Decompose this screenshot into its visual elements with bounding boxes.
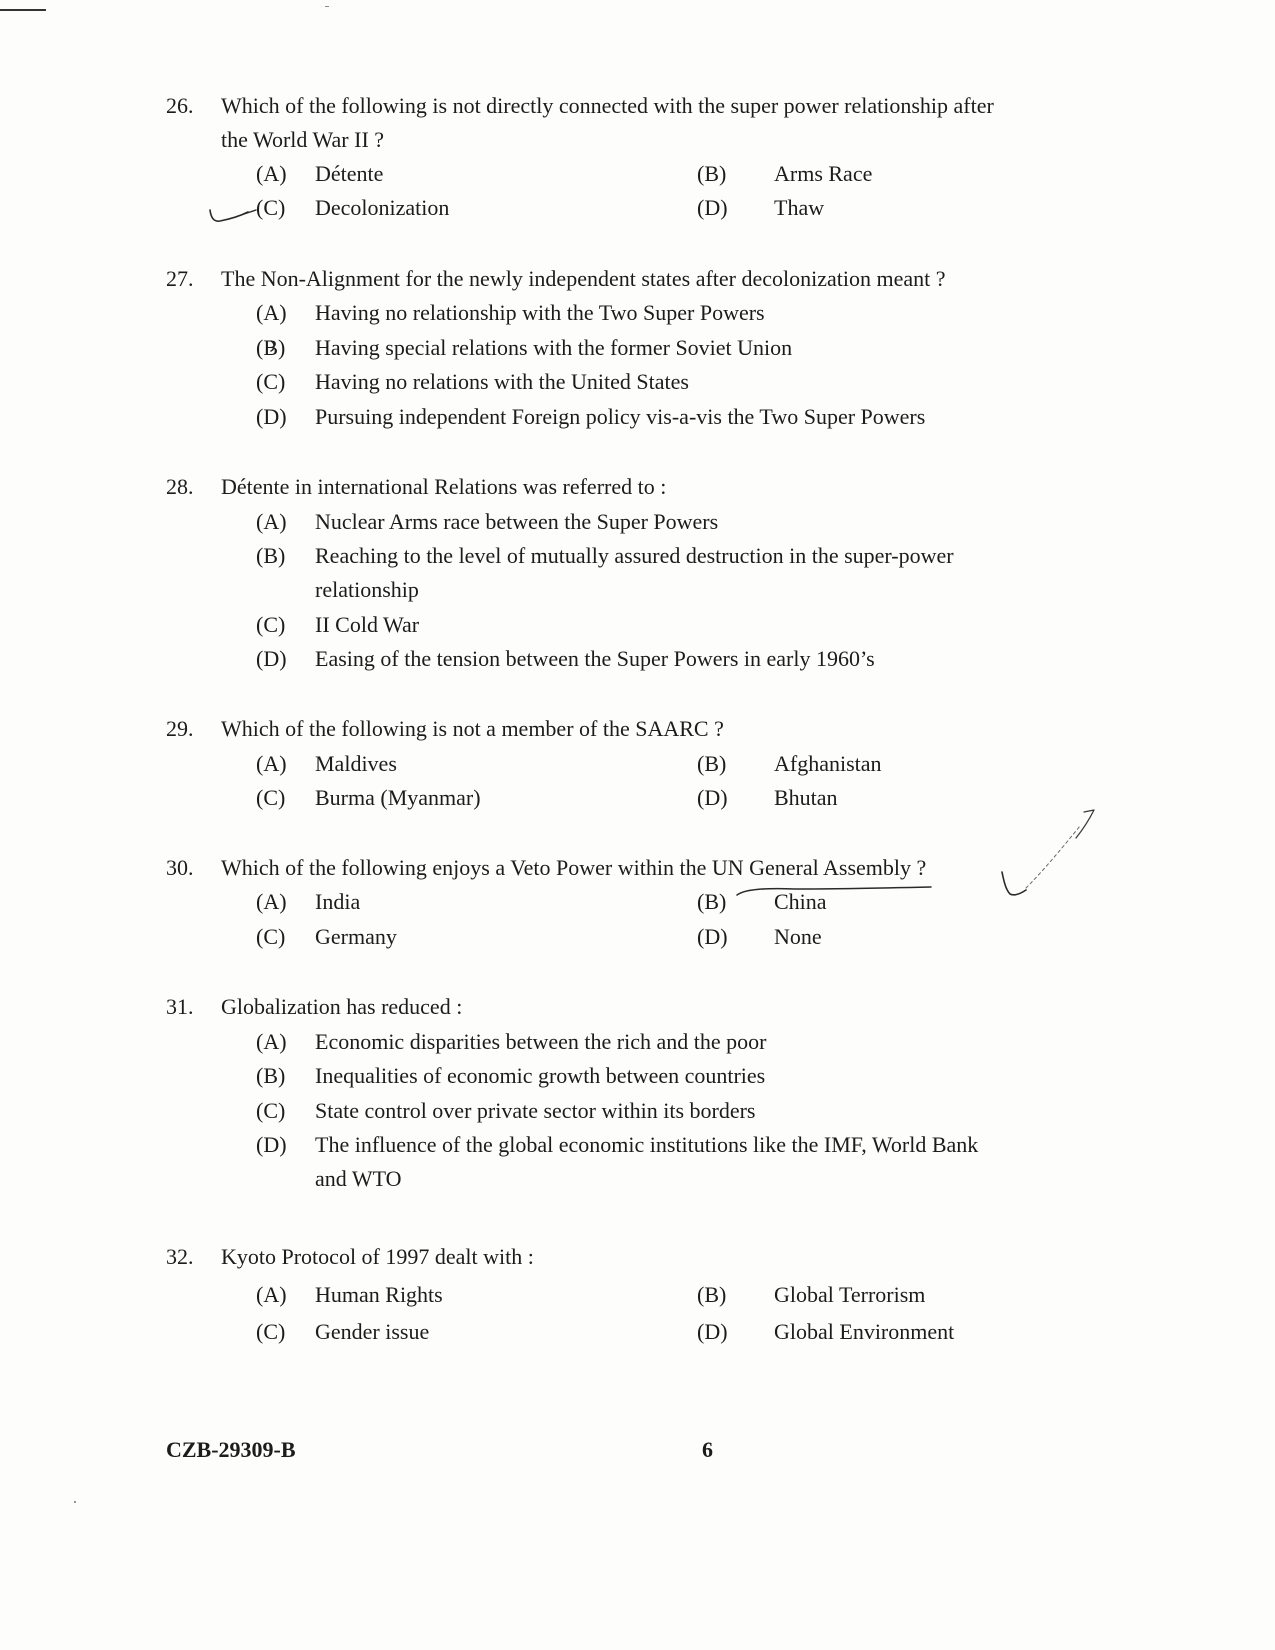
- option-text: None: [774, 924, 822, 949]
- option-letter: (D): [697, 1319, 728, 1344]
- option-letter: (C): [256, 369, 286, 394]
- option-letter: (D): [256, 646, 287, 671]
- option-letter: (A): [256, 300, 287, 325]
- option-letter: (D): [697, 195, 728, 220]
- option-letter: (A): [256, 751, 287, 776]
- question-number: 31.: [166, 994, 194, 1019]
- option-letter: (B): [256, 1063, 286, 1088]
- option-text: Burma (Myanmar): [315, 785, 481, 810]
- option-text: Germany: [315, 924, 397, 949]
- pen-mark-question-27: [253, 335, 283, 365]
- question-text: The Non-Alignment for the newly independent states after decolonization meant ?: [221, 266, 946, 291]
- option-text: II Cold War: [315, 612, 420, 637]
- option-text: State control over private sector within its borders: [315, 1098, 756, 1123]
- paper-code: CZB-29309-B: [166, 1437, 296, 1462]
- question-number: 30.: [166, 855, 194, 880]
- question-text: Which of the following enjoys a Veto Power within the UN General Assembly ?: [221, 855, 927, 880]
- option-text: Global Environment: [774, 1319, 955, 1344]
- option-letter: (B): [697, 1282, 727, 1307]
- option-text: Having no relationship with the Two Super Powers: [315, 300, 765, 325]
- question-text: Kyoto Protocol of 1997 dealt with :: [221, 1244, 534, 1269]
- option-text: The influence of the global economic institutions like the IMF, World Bank and WTO: [315, 1132, 979, 1191]
- option-letter: (D): [256, 1132, 287, 1157]
- question-number: 29.: [166, 716, 194, 741]
- option-text: Thaw: [774, 195, 825, 220]
- option-letter: (D): [697, 924, 728, 949]
- option-text: Maldives: [315, 751, 397, 776]
- question-number: 26.: [166, 93, 194, 118]
- tick-mark-question-30: [996, 808, 1106, 904]
- option-text: Having special relations with the former Soviet Union: [315, 335, 793, 360]
- option-text: India: [315, 889, 361, 914]
- scan-speck: [325, 6, 329, 7]
- option-letter: (B): [697, 161, 727, 186]
- option-letter: (C): [256, 1098, 286, 1123]
- question-text: Détente in international Relations was referred to :: [221, 474, 667, 499]
- option-text: Economic disparities between the rich and the poor: [315, 1029, 767, 1054]
- option-letter: (B): [697, 751, 727, 776]
- option-letter: (C): [256, 195, 286, 220]
- option-letter: (C): [256, 612, 286, 637]
- tick-mark-question-26: [206, 196, 296, 230]
- option-text: Human Rights: [315, 1282, 443, 1307]
- option-text: Inequalities of economic growth between countries: [315, 1063, 766, 1088]
- option-letter: (A): [256, 1029, 287, 1054]
- question-number: 28.: [166, 474, 194, 499]
- option-text: Bhutan: [774, 785, 838, 810]
- option-text: Arms Race: [774, 161, 873, 186]
- option-letter: (D): [697, 785, 728, 810]
- option-letter: (D): [256, 404, 287, 429]
- underline-mark-question-30: [735, 883, 935, 903]
- question-text: Which of the following is not a member of the SAARC ?: [221, 716, 724, 741]
- option-text: Gender issue: [315, 1319, 430, 1344]
- option-text: Global Terrorism: [774, 1282, 926, 1307]
- top-edge-rule: [0, 9, 46, 11]
- option-letter: (B): [256, 543, 286, 568]
- question-text: Which of the following is not directly connected with the super power relationship after the World War II ?: [221, 93, 994, 152]
- option-text: Decolonization: [315, 195, 450, 220]
- option-letter: (A): [256, 889, 287, 914]
- option-text: Afghanistan: [774, 751, 882, 776]
- question-number: 27.: [166, 266, 194, 291]
- option-letter: (B): [256, 335, 286, 360]
- option-text: Reaching to the level of mutually assured destruction in the super-power relationship: [315, 543, 954, 602]
- option-letter: (A): [256, 1282, 287, 1307]
- option-letter: (A): [256, 509, 287, 534]
- option-text: Having no relations with the United States: [315, 369, 689, 394]
- option-text: Pursuing independent Foreign policy vis-a-vis the Two Super Powers: [315, 404, 926, 429]
- option-text: Détente: [315, 161, 384, 186]
- option-letter: (A): [256, 161, 287, 186]
- option-letter: (B): [697, 889, 727, 914]
- page-number: 6: [702, 1437, 713, 1462]
- option-letter: (C): [256, 785, 286, 810]
- option-text: Nuclear Arms race between the Super Powers: [315, 509, 719, 534]
- question-text: Globalization has reduced :: [221, 994, 463, 1019]
- option-letter: (C): [256, 1319, 286, 1344]
- option-letter: (C): [256, 924, 286, 949]
- scan-speck: [74, 1501, 76, 1503]
- option-text: Easing of the tension between the Super Powers in early 1960’s: [315, 646, 875, 671]
- option-text: China: [774, 889, 827, 914]
- question-number: 32.: [166, 1244, 194, 1269]
